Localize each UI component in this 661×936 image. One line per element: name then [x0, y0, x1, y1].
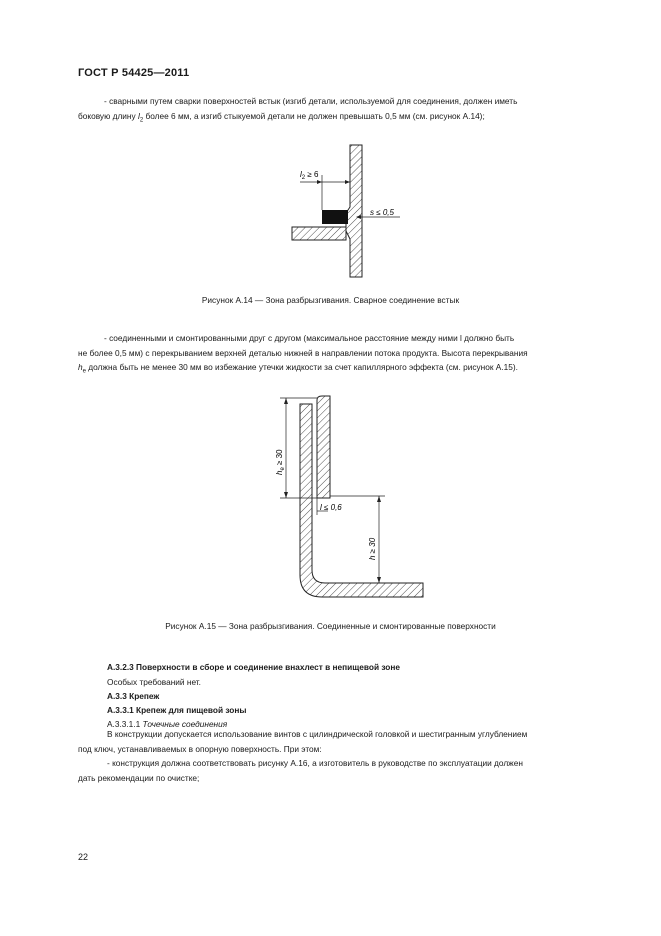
paragraph-fasteners [78, 727, 584, 785]
para2-symbol-sub: e [82, 368, 86, 375]
page-number: 22 [78, 852, 89, 862]
label-s: s ≤ 0,5 [370, 208, 394, 217]
section-a3-2-3-text: Особых требований нет. [107, 677, 201, 687]
p1-line1: В конструкции допускается использование винтов с цилиндрической головкой и шестигранным углублением [107, 729, 528, 739]
para1-line2-b: более 6 мм, а изгиб стыкуемой детали не должен превышать 0,5 мм (см. рисунок А.14); [143, 110, 485, 121]
page-header: ГОСТ Р 54425—2011 [78, 67, 190, 79]
section-a3-3-1-1-title: Точечные соединения [142, 719, 228, 729]
caption-a15: Рисунок А.15 — Зона разбрызгивания. Соединенные и смонтированные поверхности [165, 621, 496, 631]
label-l: l ≤ 0,6 [320, 503, 342, 512]
para1-line1: - сварными путем сварки поверхностей встык (изгиб детали, используемой для соединения, должен иметь [104, 96, 518, 106]
para2-line1: - соединенными и смонтированными друг с другом (максимальное расстояние между ними l должно быть [104, 333, 515, 343]
para1-symbol-sub: 2 [139, 117, 144, 124]
p2-line1: - конструкция должна соответствовать рисунку А.16, а изготовитель в руководстве по эксплуатации должен [107, 758, 523, 769]
para1-symbol-l: l [137, 110, 140, 121]
paragraph-welded [78, 94, 584, 128]
para2-symbol-h: h [78, 362, 83, 373]
figure-a14 [270, 135, 430, 285]
label-h: h ≥ 30 [368, 537, 377, 560]
label-he: $h_e \ge 30$ [275, 449, 286, 475]
label-l2: $l_2 \ge 6$ [300, 170, 319, 181]
horizontal-plate [292, 227, 346, 240]
vertical-plate [346, 145, 362, 277]
weld-seam [322, 210, 348, 224]
p1-line2: под ключ, устанавливаемых в опорную поверхность. При этом: [78, 743, 322, 754]
para2-line3: должна быть не менее 30 мм во избежание утечки жидкости за счет капиллярного эффекта (см. рисунок А.15). [85, 362, 518, 373]
paragraph-joined [78, 331, 584, 379]
section-a3-3: А.3.3 Крепеж [107, 691, 160, 701]
caption-a14: Рисунок А.14 — Зона разбрызгивания. Сварное соединение встык [201, 295, 460, 305]
para2-line2: не более 0,5 мм) с перекрыванием верхней деталью нижней в направлении потока продукта. Высота перекрывания [78, 347, 528, 358]
section-a3-3-1: А.3.3.1 Крепеж для пищевой зоны [107, 705, 247, 715]
para1-line2-a: боковую длину [78, 110, 138, 121]
upper-plate [317, 396, 330, 498]
section-a3-3-1-1: А.3.3.1.1 Точечные соединения [107, 719, 228, 729]
p2-line2: дать рекомендации по очистке; [78, 772, 200, 783]
section-a3-2-3: А.3.2.3 Поверхности в сборе и соединение внахлест в непищевой зоне [107, 662, 400, 672]
figure-a15 [260, 390, 440, 615]
